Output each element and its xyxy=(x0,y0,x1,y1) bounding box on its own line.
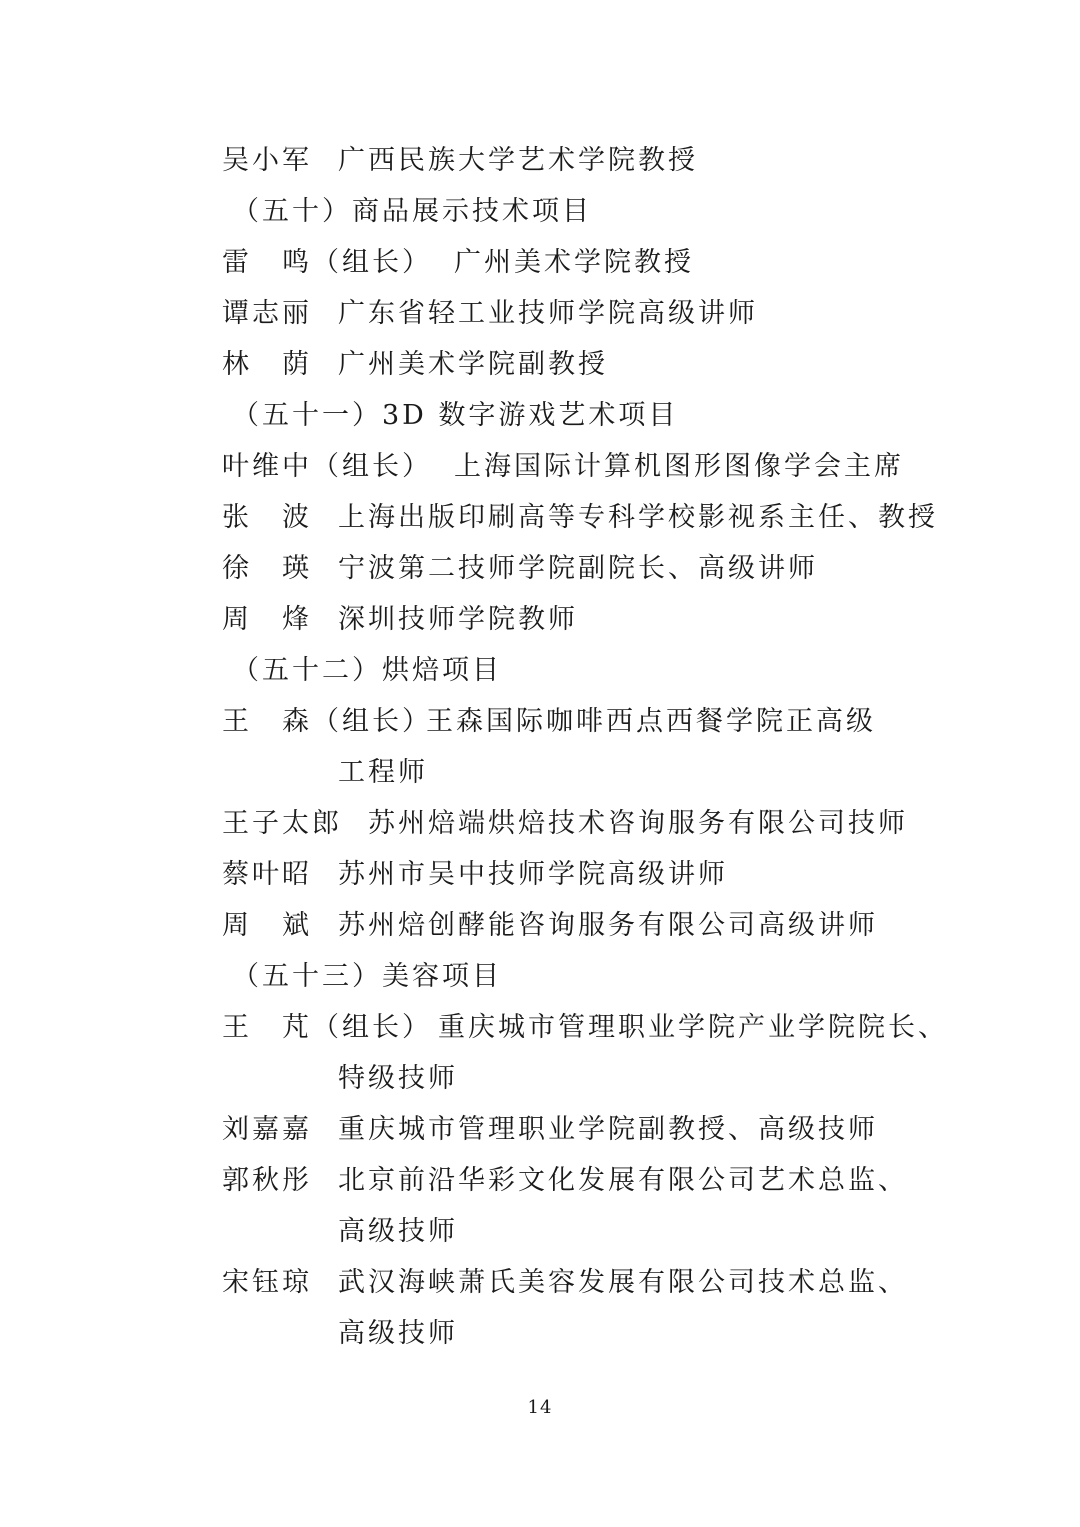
member-name: 谭志丽 xyxy=(222,298,312,329)
member-description: 广西民族大学艺术学院教授 xyxy=(338,145,698,176)
section-title: （五十）商品展示技术项目 xyxy=(232,196,592,227)
member-name: 刘嘉嘉 xyxy=(222,1114,312,1145)
member-line xyxy=(222,804,908,844)
member-description: 上海国际计算机图形图像学会主席 xyxy=(454,451,904,482)
member-description: 苏州市吴中技师学院高级讲师 xyxy=(338,859,728,890)
member-description: 苏州焙端烘焙技术咨询服务有限公司技师 xyxy=(368,808,908,839)
member-description: 重庆城市管理职业学院产业学院院长、 xyxy=(438,1012,948,1043)
member-name: 雷 鸣（组长） xyxy=(222,247,432,278)
page-number: 14 xyxy=(527,1397,553,1418)
member-line xyxy=(222,141,698,181)
member-line xyxy=(222,243,694,283)
member-name: 林 荫 xyxy=(222,349,312,380)
member-description-continued: 特级技师 xyxy=(338,1063,458,1094)
member-name: 徐 瑛 xyxy=(222,553,312,584)
section-title: （五十三）美容项目 xyxy=(232,961,502,992)
member-description: 重庆城市管理职业学院副教授、高级技师 xyxy=(338,1114,878,1145)
member-name: 叶维中（组长） xyxy=(222,451,432,482)
member-line xyxy=(222,345,608,385)
section-heading xyxy=(232,957,502,997)
member-description-continued: 工程师 xyxy=(338,757,428,788)
member-name: 王 芃（组长） xyxy=(222,1012,432,1043)
member-name: 张 波 xyxy=(222,502,312,533)
member-line xyxy=(222,600,578,640)
member-description: 深圳技师学院教师 xyxy=(338,604,578,635)
member-description: 广东省轻工业技师学院高级讲师 xyxy=(338,298,758,329)
section-heading xyxy=(232,192,592,232)
member-line xyxy=(222,447,904,487)
section-title: （五十一）3D 数字游戏艺术项目 xyxy=(232,400,679,431)
member-name: 王子太郎 xyxy=(222,808,342,839)
member-line xyxy=(222,1110,878,1150)
member-description: 广州美术学院副教授 xyxy=(338,349,608,380)
member-description: 广州美术学院教授 xyxy=(454,247,694,278)
member-line xyxy=(222,549,818,589)
member-name: 蔡叶昭 xyxy=(222,859,312,890)
section-title: （五十二）烘焙项目 xyxy=(232,655,502,686)
member-line xyxy=(222,702,876,742)
member-name: 周 烽 xyxy=(222,604,312,635)
member-line xyxy=(222,906,878,946)
member-line xyxy=(222,855,728,895)
member-description: 宁波第二技师学院副院长、高级讲师 xyxy=(338,553,818,584)
member-description: 武汉海峡萧氏美容发展有限公司技术总监、 xyxy=(338,1267,908,1298)
member-description: 北京前沿华彩文化发展有限公司艺术总监、 xyxy=(338,1165,908,1196)
member-description-continued: 高级技师 xyxy=(338,1318,458,1349)
member-line xyxy=(222,1161,908,1201)
member-description: 苏州焙创酵能咨询服务有限公司高级讲师 xyxy=(338,910,878,941)
section-heading xyxy=(232,651,502,691)
member-line xyxy=(222,498,938,538)
member-name: 吴小军 xyxy=(222,145,312,176)
member-line xyxy=(222,1263,908,1303)
member-description: 王森国际咖啡西点西餐学院正高级 xyxy=(426,706,876,737)
member-name: 宋钰琼 xyxy=(222,1267,312,1298)
member-name: 周 斌 xyxy=(222,910,312,941)
member-name: 郭秋彤 xyxy=(222,1165,312,1196)
member-line xyxy=(222,294,758,334)
member-line xyxy=(222,1008,948,1048)
member-description-continued: 高级技师 xyxy=(338,1216,458,1247)
member-description: 上海出版印刷高等专科学校影视系主任、教授 xyxy=(338,502,938,533)
member-name: 王 森（组长） xyxy=(222,706,432,737)
section-heading xyxy=(232,396,678,436)
